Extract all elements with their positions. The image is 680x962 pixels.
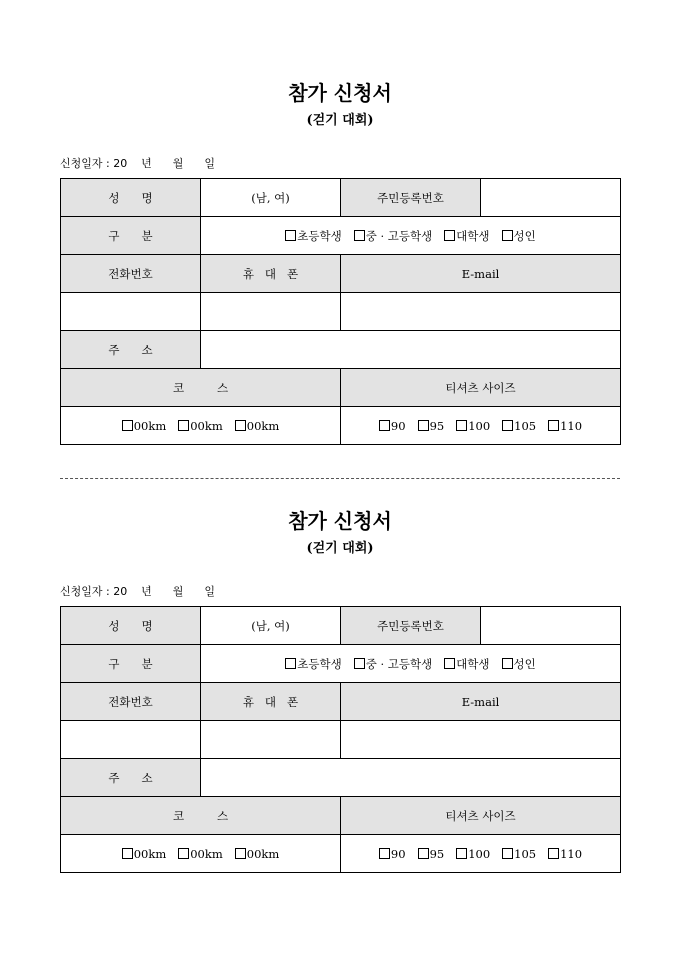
application-form-2: [60, 506, 620, 873]
checkbox-icon[interactable]: [354, 230, 365, 241]
size-option[interactable]: [418, 419, 445, 433]
course-option-label: 00km: [133, 418, 167, 433]
checkbox-icon[interactable]: [285, 658, 296, 669]
address-label: 주 소: [61, 331, 201, 369]
course-option[interactable]: [235, 847, 280, 861]
size-option-label: 105: [514, 418, 537, 433]
address-field[interactable]: [201, 331, 621, 369]
name-field[interactable]: [201, 179, 341, 217]
course-option-label: 00km: [246, 846, 280, 861]
size-option-label: 100: [468, 418, 491, 433]
category-options: [201, 645, 621, 683]
email-label: E-mail: [341, 255, 621, 293]
checkbox-icon[interactable]: [379, 848, 390, 859]
size-option-label: 110: [560, 418, 583, 433]
checkbox-icon[interactable]: [444, 658, 455, 669]
application-form-1: [60, 78, 620, 445]
category-option-label: 초등학생: [297, 656, 342, 671]
gender-hint: (남, 여): [251, 618, 290, 633]
checkbox-icon[interactable]: [178, 420, 189, 431]
mobile-field[interactable]: [201, 293, 341, 331]
category-label: 구 분: [61, 645, 201, 683]
checkbox-icon[interactable]: [354, 658, 365, 669]
checkbox-icon[interactable]: [285, 230, 296, 241]
category-option[interactable]: [354, 656, 433, 672]
size-option[interactable]: [379, 419, 406, 433]
application-table: [60, 606, 621, 873]
checkbox-icon[interactable]: [444, 230, 455, 241]
course-option-label: 00km: [190, 418, 223, 433]
size-options: [341, 835, 621, 873]
checkbox-icon[interactable]: [379, 420, 390, 431]
mobile-label: 휴 대 폰: [201, 255, 341, 293]
email-field[interactable]: [341, 721, 621, 759]
size-option[interactable]: [502, 419, 536, 433]
address-field[interactable]: [201, 759, 621, 797]
category-option[interactable]: [354, 228, 433, 244]
course-option-label: 00km: [190, 846, 223, 861]
size-options: [341, 407, 621, 445]
category-label: 구 분: [61, 217, 201, 255]
category-option-label: 중 · 고등학생: [365, 656, 433, 671]
course-options: [61, 407, 341, 445]
checkbox-icon[interactable]: [548, 420, 559, 431]
size-option-label: 95: [429, 846, 445, 861]
application-date-line[interactable]: 신청일자 : 20 년 월 일: [60, 157, 216, 170]
checkbox-icon[interactable]: [456, 420, 467, 431]
course-options: [61, 835, 341, 873]
category-option[interactable]: [285, 656, 341, 672]
category-options: [201, 217, 621, 255]
course-label: 코 스: [61, 797, 341, 835]
category-option-label: 성인: [513, 228, 536, 243]
category-option-label: 대학생: [456, 228, 490, 243]
size-option[interactable]: [548, 847, 582, 861]
resident-id-label: 주민등록번호: [341, 179, 481, 217]
size-option-label: 90: [390, 846, 406, 861]
resident-id-label: 주민등록번호: [341, 607, 481, 645]
resident-id-field[interactable]: [481, 607, 621, 645]
phone-field[interactable]: [61, 293, 201, 331]
checkbox-icon[interactable]: [502, 848, 513, 859]
category-option-label: 성인: [513, 656, 536, 671]
tshirt-size-label: 티셔츠 사이즈: [341, 369, 621, 407]
course-option[interactable]: [235, 419, 280, 433]
course-option-label: 00km: [133, 846, 167, 861]
address-label: 주 소: [61, 759, 201, 797]
category-option[interactable]: [444, 656, 489, 672]
size-option[interactable]: [379, 847, 406, 861]
form-subtitle: (걷기 대회): [306, 113, 374, 128]
category-option-label: 초등학생: [297, 228, 342, 243]
category-option[interactable]: [444, 228, 489, 244]
cut-line-divider: [60, 478, 620, 479]
checkbox-icon[interactable]: [235, 420, 246, 431]
course-option[interactable]: [178, 847, 223, 861]
form-title: 참가 신청서: [288, 509, 392, 533]
size-option[interactable]: [502, 847, 536, 861]
phone-field[interactable]: [61, 721, 201, 759]
name-label: 성 명: [61, 179, 201, 217]
size-option-label: 110: [560, 846, 583, 861]
email-field[interactable]: [341, 293, 621, 331]
category-option[interactable]: [285, 228, 341, 244]
phone-label: 전화번호: [61, 255, 201, 293]
checkbox-icon[interactable]: [502, 420, 513, 431]
checkbox-icon[interactable]: [456, 848, 467, 859]
checkbox-icon[interactable]: [502, 658, 513, 669]
size-option[interactable]: [456, 847, 490, 861]
checkbox-icon[interactable]: [548, 848, 559, 859]
course-option[interactable]: [178, 419, 223, 433]
checkbox-icon[interactable]: [418, 420, 429, 431]
checkbox-icon[interactable]: [122, 420, 133, 431]
checkbox-icon[interactable]: [178, 848, 189, 859]
size-option-label: 90: [390, 418, 406, 433]
course-option[interactable]: [122, 419, 167, 433]
size-option[interactable]: [456, 419, 490, 433]
name-field[interactable]: [201, 607, 341, 645]
category-option[interactable]: [502, 228, 536, 244]
category-option-label: 중 · 고등학생: [365, 228, 433, 243]
checkbox-icon[interactable]: [235, 848, 246, 859]
email-label: E-mail: [341, 683, 621, 721]
application-table: [60, 178, 621, 445]
checkbox-icon[interactable]: [502, 230, 513, 241]
size-option-label: 105: [514, 846, 537, 861]
size-option-label: 100: [468, 846, 491, 861]
resident-id-field[interactable]: [481, 179, 621, 217]
checkbox-icon[interactable]: [418, 848, 429, 859]
gender-hint: (남, 여): [251, 190, 290, 205]
phone-label: 전화번호: [61, 683, 201, 721]
course-option-label: 00km: [246, 418, 280, 433]
course-option[interactable]: [122, 847, 167, 861]
mobile-field[interactable]: [201, 721, 341, 759]
size-option[interactable]: [418, 847, 445, 861]
form-title: 참가 신청서: [288, 81, 392, 105]
category-option-label: 대학생: [456, 656, 490, 671]
category-option[interactable]: [502, 656, 536, 672]
size-option-label: 95: [429, 418, 445, 433]
checkbox-icon[interactable]: [122, 848, 133, 859]
mobile-label: 휴 대 폰: [201, 683, 341, 721]
application-date-line[interactable]: 신청일자 : 20 년 월 일: [60, 585, 216, 598]
tshirt-size-label: 티셔츠 사이즈: [341, 797, 621, 835]
name-label: 성 명: [61, 607, 201, 645]
course-label: 코 스: [61, 369, 341, 407]
form-subtitle: (걷기 대회): [306, 541, 374, 556]
size-option[interactable]: [548, 419, 582, 433]
